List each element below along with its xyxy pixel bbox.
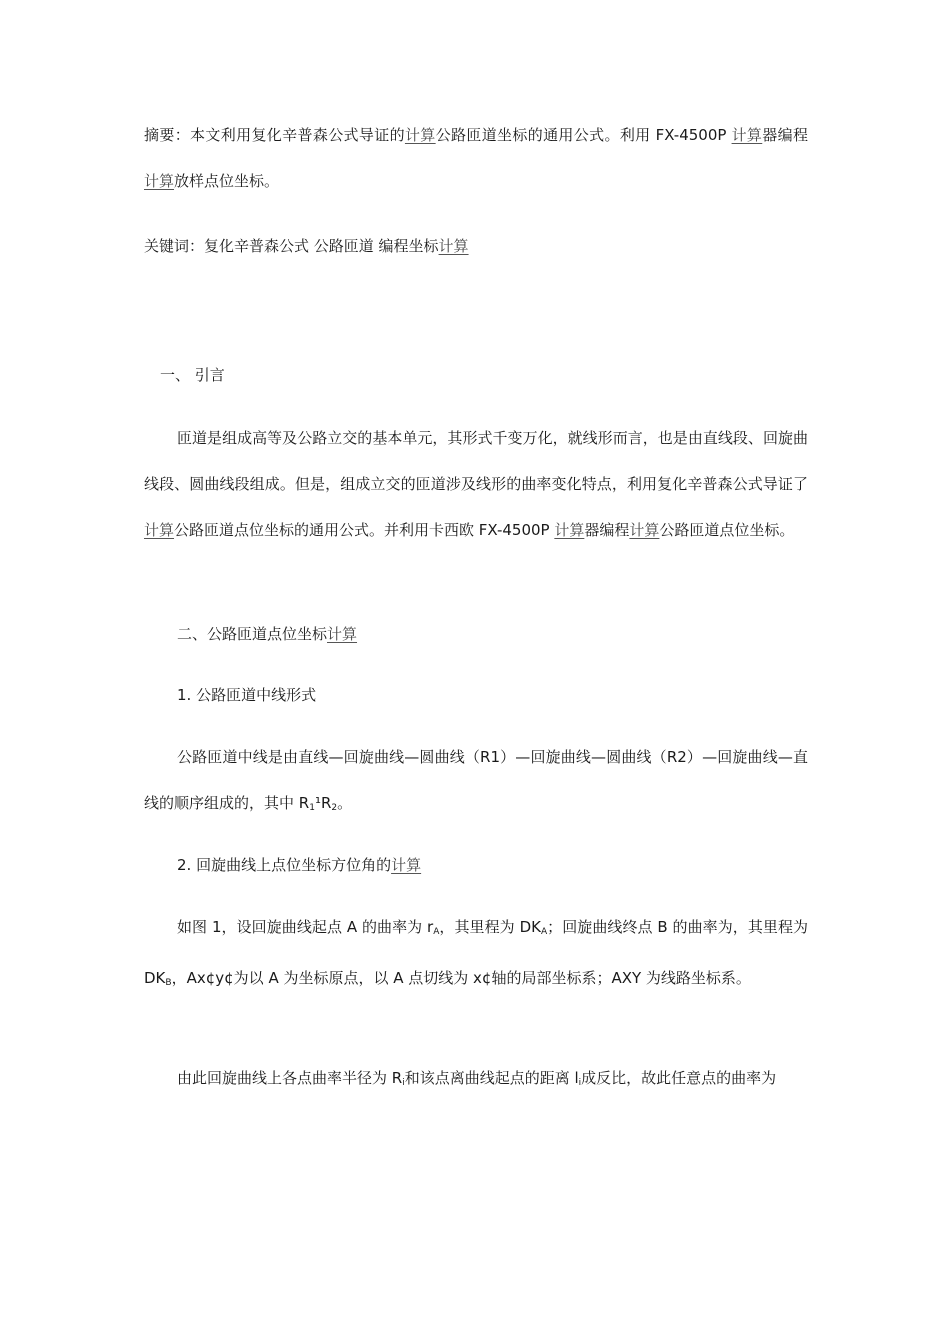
keywords-paragraph <box>144 223 808 269</box>
body-text: 公路匝道中线是由直线—回旋曲线—圆曲线（R1）—回旋曲线—圆曲线（R2）—回旋曲线—直线的顺序组成的，其中 R <box>144 748 808 812</box>
body-text: 公路匝道点位坐标。 <box>659 521 795 539</box>
body-text: 和该点离曲线起点的距离 l <box>404 1069 579 1087</box>
body-text: ；回旋曲线终点 B 的曲率为，其里程为 DK <box>144 918 809 987</box>
body-text: 器编程 <box>584 521 630 539</box>
subscript: A <box>433 927 440 937</box>
calc-link[interactable]: 计算 <box>629 521 660 539</box>
calc-link[interactable]: 计算 <box>391 856 422 874</box>
body-text: ，Ax¢y¢为以 A 为坐标原点，以 A 点切线为 x¢轴的局部坐标系；AXY 为线路坐标系。 <box>171 969 751 987</box>
curvature-paragraph <box>144 1055 808 1106</box>
abstract-text: 摘要：本文利用复化辛普森公式导证的 <box>144 126 405 144</box>
abstract-paragraph <box>144 112 808 204</box>
subsection2-heading <box>144 842 808 888</box>
body-text: 成反比，故此任意点的曲率为 <box>581 1069 777 1087</box>
body-text: 匝道是组成高等及公路立交的基本单元，其形式千变万化，就线形而言，也是由直线段、回旋曲线段、圆曲线段组成。但是，组成立交的匝道涉及线形的曲率变化特点，利用复化辛普森公式导证了 <box>144 429 808 493</box>
keywords-text: 关键词：复化辛普森公式 公路匝道 编程坐标 <box>144 237 439 255</box>
abstract-text: 放样点位坐标。 <box>174 172 280 190</box>
heading-text: 二、公路匝道点位坐标 <box>177 625 328 643</box>
subsection2-body <box>144 904 808 1006</box>
heading-text: 2. 回旋曲线上点位坐标方位角的 <box>177 856 392 874</box>
calc-link[interactable]: 计算 <box>731 126 763 144</box>
calc-link[interactable]: 计算 <box>404 126 436 144</box>
subscript: i <box>578 1078 582 1088</box>
subscript: 2 <box>331 803 338 813</box>
body-text: ，其里程为 DK <box>439 918 541 936</box>
calc-link[interactable]: 计算 <box>438 237 469 255</box>
abstract-text: 公路匝道坐标的通用公式。利用 FX-4500P <box>435 126 732 144</box>
calc-link[interactable]: 计算 <box>144 172 175 190</box>
body-text: 。 <box>337 794 353 812</box>
body-text: 如图 1，设回旋曲线起点 A 的曲率为 r <box>177 918 434 936</box>
subscript: A <box>540 927 548 937</box>
calc-link[interactable]: 计算 <box>327 625 358 643</box>
body-text: 公路匝道点位坐标的通用公式。并利用卡西欧 FX-4500P <box>174 521 555 539</box>
section1-body <box>144 415 808 553</box>
calc-link[interactable]: 计算 <box>554 521 585 539</box>
subsection1-body <box>144 734 808 831</box>
section2-heading <box>144 611 808 657</box>
body-text: 由此回旋曲线上各点曲率半径为 R <box>177 1069 403 1087</box>
section1-heading: 一、 引言 <box>160 366 225 384</box>
abstract-text: 器编程 <box>762 126 808 144</box>
subscript: B <box>165 978 172 988</box>
body-text: ¹R <box>314 794 332 812</box>
subscript: 1 <box>309 803 315 813</box>
subscript: i <box>402 1078 405 1088</box>
calc-link[interactable]: 计算 <box>144 521 175 539</box>
subsection1-heading: 1. 公路匝道中线形式 <box>177 686 317 704</box>
